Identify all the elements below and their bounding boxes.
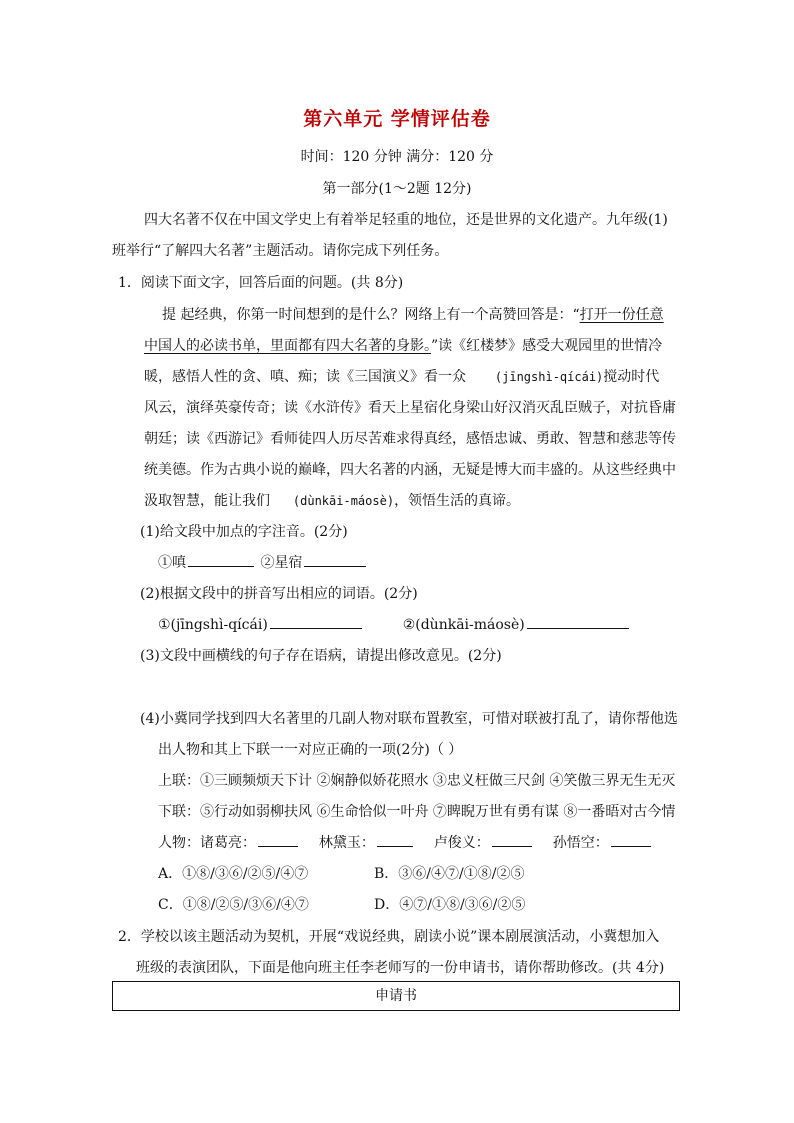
- passage-line-2: [144, 335, 662, 355]
- sub-question-4-line-1: (4)小冀同学找到四大名著里的几副人物对联布置教室，可惜对联被打乱了，请你帮他选: [140, 711, 678, 727]
- application-box: [112, 981, 680, 1011]
- answer-label: ②(dùnkāi-máosè): [402, 617, 525, 633]
- exam-meta: 时间：120 分钟 满分：120 分: [300, 149, 494, 165]
- answer-label: ②星宿: [260, 555, 303, 571]
- answer-blank[interactable]: [611, 832, 651, 847]
- answer-row-1: [158, 552, 368, 572]
- pinyin-clue: (dùnkāi-máosè): [292, 494, 395, 508]
- answer-blank[interactable]: [304, 552, 366, 567]
- passage-text: 汲取智慧，能让我们: [144, 493, 270, 509]
- option-c[interactable]: C．①⑧/②⑤/③⑥/④⑦: [158, 897, 309, 913]
- answer-row-2: [158, 614, 631, 633]
- answer-label: ①(jīngshì-qícái): [158, 617, 268, 633]
- answer-blank[interactable]: [527, 614, 629, 629]
- passage-line-6: 统美德。作为古典小说的巅峰，四大名著的内涵，无疑是博大而丰盛的。从这些经典中: [144, 462, 676, 478]
- passage-text: 提 起经典，你第一时间想到的是什么？网络上有一个高赞回答是：“: [162, 307, 580, 323]
- answer-label: ①嗔: [158, 555, 186, 571]
- sub-question-2: (2)根据文段中的拼音写出相应的词语。(2分): [140, 586, 418, 602]
- answer-blank[interactable]: [258, 832, 298, 847]
- answer-blank[interactable]: [188, 552, 254, 567]
- part-heading: 第一部分(1～2题 12分): [322, 181, 472, 197]
- underlined-sentence: 打开一份任意: [579, 307, 664, 323]
- passage-line-5: 朝廷；读《西游记》看师徒四人历尽苦难求得真经，感悟忠诚、勇敢、智慧和慈悲等传: [144, 431, 676, 447]
- passage-text: ”读《红楼梦》感受大观园里的世情冷: [431, 338, 663, 354]
- option-a[interactable]: A．①⑧/③⑥/②⑤/④⑦: [158, 866, 309, 882]
- sub-question-3: (3)文段中画横线的句子存在语病，请提出修改意见。(2分): [140, 648, 502, 664]
- people-label: 人物：: [158, 835, 200, 851]
- passage-line-1: [162, 304, 664, 324]
- question-2-line-2: 班级的表演团队，下面是他向班主任李老师写的一份申请书，请你帮助修改。(共 4分): [136, 960, 665, 976]
- question-2-line-1: 2．学校以该主题活动为契机，开展“戏说经典，剧读小说”课本剧展演活动，小冀想加入: [118, 929, 660, 945]
- intro-line-2: 班举行“了解四大名著”主题活动。请你完成下列任务。: [112, 243, 449, 259]
- passage-line-3: [144, 366, 659, 386]
- passage-line-7: [144, 490, 520, 510]
- application-title: 申请书: [375, 988, 417, 1004]
- option-d[interactable]: D．④⑦/①⑧/③⑥/②⑤: [374, 897, 526, 913]
- page-title: 第六单元 学情评估卷: [303, 108, 491, 130]
- sub-question-4-line-2: 出人物和其上下联一一对应正确的一项(2分)（ ）: [158, 742, 463, 758]
- intro-line-1: 四大名著不仅在中国文学史上有着举足轻重的地位，还是世界的文化遗产。九年级(1): [144, 212, 668, 228]
- answer-blank[interactable]: [377, 832, 413, 847]
- couplet-lower: 下联：⑤行动如弱柳扶风 ⑥生命恰似一叶舟 ⑦睥睨万世有勇有谋 ⑧一番晤对古今情: [158, 804, 676, 820]
- passage-text: 暖，感悟人性的贪、嗔、痴；读《三国演义》看一众: [144, 369, 466, 385]
- passage-text: ，领悟生活的真谛。: [394, 493, 521, 509]
- passage-line-4: 风云，演绎英豪传奇；读《水浒传》看天上星宿化身梁山好汉消灭乱臣贼子，对抗昏庸: [144, 400, 676, 416]
- answer-blank[interactable]: [492, 832, 532, 847]
- person-label: 卢俊义：: [433, 835, 490, 851]
- question-1-heading: 1．阅读下面文字，回答后面的问题。(共 8分): [118, 275, 404, 291]
- couplet-upper: 上联：①三顾频烦天下计 ②娴静似娇花照水 ③忠义枉做三尺剑 ④笑傲三界无生无灭: [158, 773, 676, 789]
- passage-text: 搅动时代: [603, 369, 660, 385]
- answer-blank[interactable]: [270, 614, 362, 629]
- person-label: 孙悟空：: [552, 835, 609, 851]
- people-row: [158, 832, 653, 852]
- underlined-sentence: 中国人的必读书单，里面都有四大名著的身影。: [144, 338, 431, 354]
- person-label: 林黛玉：: [318, 835, 375, 851]
- sub-question-1: (1)给文段中加点的字注音。(2分): [140, 524, 348, 540]
- option-b[interactable]: B．③⑥/④⑦/①⑧/②⑤: [374, 866, 525, 882]
- person-label: 诸葛亮：: [200, 835, 256, 851]
- pinyin-clue: (jīngshì-qícái): [494, 370, 604, 384]
